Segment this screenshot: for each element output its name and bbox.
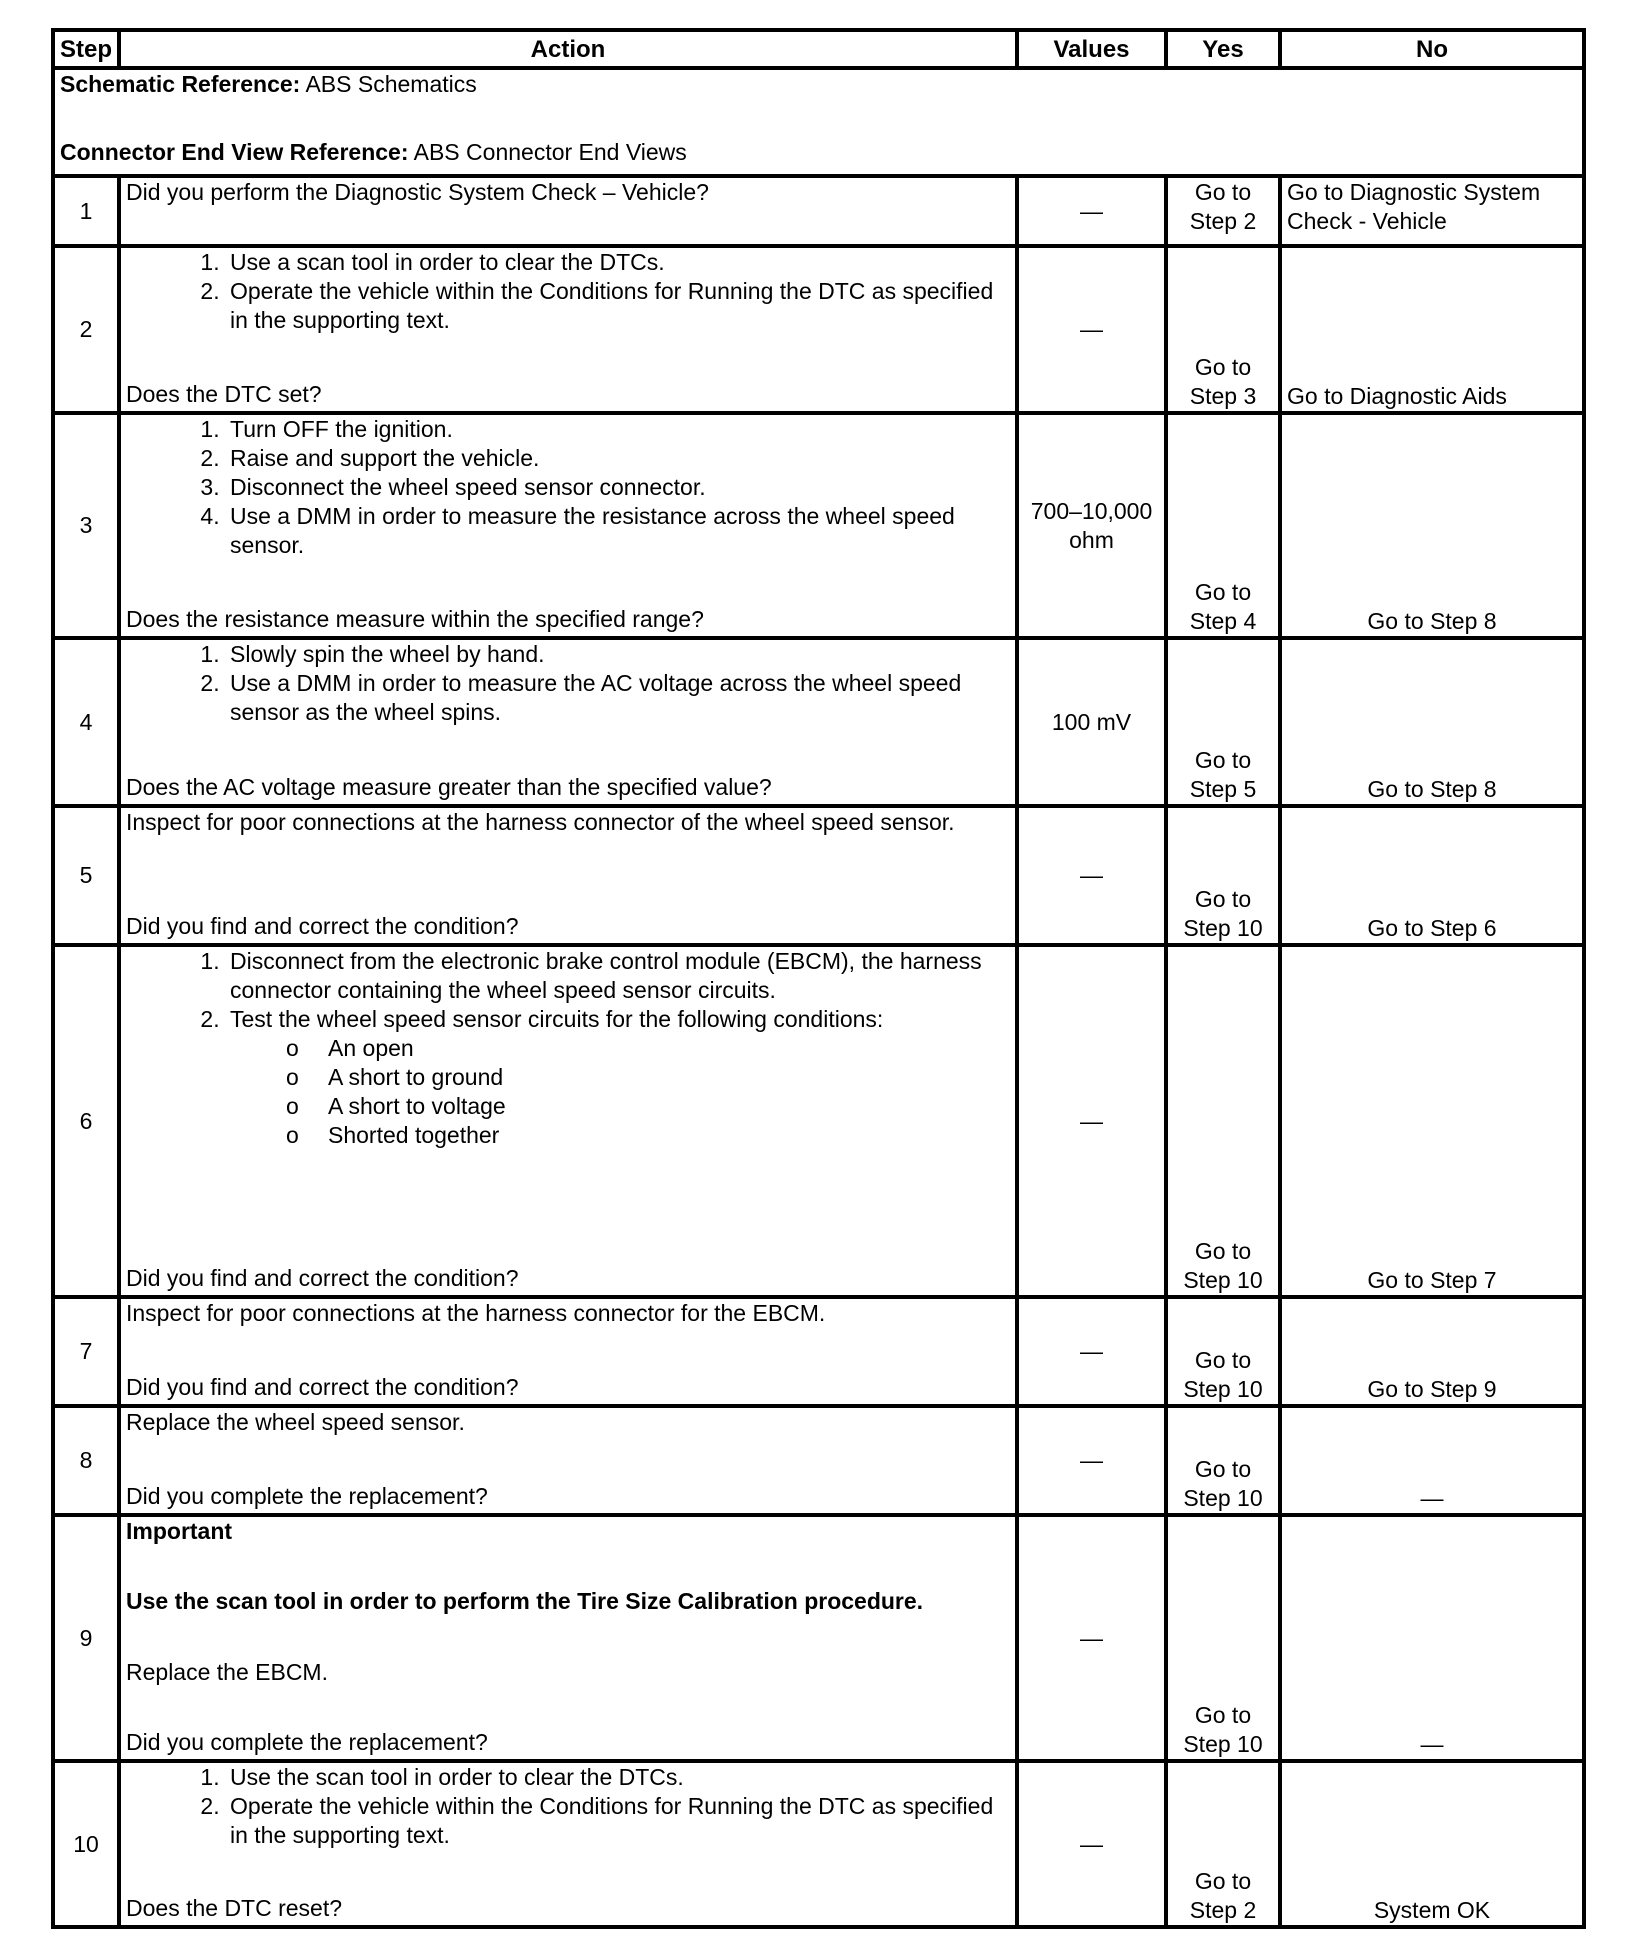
question: Did you find and correct the condition? [126, 1374, 519, 1400]
condition-item: o A short to voltage [328, 1092, 1010, 1121]
step-number: 10 [53, 1761, 119, 1927]
action-steps [126, 415, 1010, 560]
header-values: Values [1017, 30, 1166, 68]
list-item: 1. Turn OFF the ignition. [226, 415, 1010, 444]
step-number: 5 [53, 806, 119, 945]
step-number: 8 [53, 1406, 119, 1515]
action-steps [126, 640, 1010, 727]
list-item: 4. Use a DMM in order to measure the resistance across the wheel speed sensor. [226, 502, 1010, 560]
step-number: 4 [53, 638, 119, 806]
no-link[interactable]: Go to Step 7 [1280, 945, 1584, 1297]
action-cell [119, 1515, 1017, 1761]
condition-item: o A short to ground [328, 1063, 1010, 1092]
header-row [53, 30, 1584, 68]
action-cell [119, 945, 1017, 1297]
connector-reference [60, 138, 1577, 167]
question: Did you complete the replacement? [126, 1483, 488, 1509]
question: Does the resistance measure within the specified range? [126, 606, 704, 632]
value-cell: 700–10,000 ohm [1017, 413, 1166, 638]
action-text: Inspect for poor connections at the harness connector for the EBCM. [126, 1300, 826, 1326]
step-number: 6 [53, 945, 119, 1297]
no-link[interactable]: Go to Step 6 [1280, 806, 1584, 945]
condition-item: o Shorted together [328, 1121, 1010, 1150]
yes-link[interactable]: Go to Step 2 [1166, 176, 1280, 246]
list-item: 3. Disconnect the wheel speed sensor connector. [226, 473, 1010, 502]
question: Does the DTC set? [126, 381, 322, 407]
table-row [53, 945, 1584, 1297]
schematic-reference-link[interactable]: ABS Schematics [305, 71, 477, 97]
step-number: 9 [53, 1515, 119, 1761]
step-number: 7 [53, 1297, 119, 1406]
value-cell: — [1017, 1406, 1166, 1515]
action-cell [119, 246, 1017, 413]
schematic-reference-label: Schematic Reference: [60, 71, 301, 97]
condition-list [230, 1034, 1010, 1150]
list-item [226, 1005, 1010, 1150]
yes-link[interactable]: Go to Step 10 [1166, 945, 1280, 1297]
question: Did you find and correct the condition? [126, 1265, 519, 1291]
condition-item: o An open [328, 1034, 1010, 1063]
table-row [53, 1515, 1584, 1761]
action-cell [119, 1297, 1017, 1406]
action-steps [126, 947, 1010, 1150]
value-cell: — [1017, 176, 1166, 246]
step-number: 2 [53, 246, 119, 413]
list-item: 2. Raise and support the vehicle. [226, 444, 1010, 473]
value-cell: — [1017, 1515, 1166, 1761]
list-item-text: Test the wheel speed sensor circuits for the following conditions: [230, 1006, 884, 1032]
table-row [53, 806, 1584, 945]
no-link[interactable]: Go to Diagnostic Aids [1280, 246, 1584, 413]
no-link: — [1280, 1515, 1584, 1761]
yes-link[interactable]: Go to Step 3 [1166, 246, 1280, 413]
value-cell: — [1017, 806, 1166, 945]
yes-link[interactable]: Go to Step 10 [1166, 1406, 1280, 1515]
no-link[interactable]: Go to Step 8 [1280, 638, 1584, 806]
yes-link[interactable]: Go to Step 4 [1166, 413, 1280, 638]
no-link: System OK [1280, 1761, 1584, 1927]
action-text: Replace the wheel speed sensor. [126, 1409, 465, 1435]
action-cell [119, 1761, 1017, 1927]
action-cell [119, 806, 1017, 945]
question: Did you find and correct the condition? [126, 913, 519, 939]
question: Does the DTC reset? [126, 1895, 343, 1921]
yes-link[interactable]: Go to Step 10 [1166, 1515, 1280, 1761]
step-number: 1 [53, 176, 119, 246]
no-link[interactable]: Go to Step 8 [1280, 413, 1584, 638]
no-link: — [1280, 1406, 1584, 1515]
header-action: Action [119, 30, 1017, 68]
diagnostic-table [51, 28, 1586, 1929]
value-cell: — [1017, 1297, 1166, 1406]
header-yes: Yes [1166, 30, 1280, 68]
yes-link[interactable]: Go to Step 5 [1166, 638, 1280, 806]
important-label: Important [126, 1518, 233, 1544]
yes-link[interactable]: Go to Step 10 [1166, 806, 1280, 945]
action-text: Replace the EBCM. [126, 1658, 328, 1685]
list-item: 1. Disconnect from the electronic brake control module (EBCM), the harness connector containing the wheel speed sensor circuits. [226, 947, 1010, 1005]
value-cell: 100 mV [1017, 638, 1166, 806]
question: Did you complete the replacement? [126, 1728, 488, 1755]
reference-row [53, 68, 1584, 176]
table-row [53, 1761, 1584, 1927]
connector-reference-link[interactable]: ABS Connector End Views [413, 139, 687, 165]
list-item: 2. Operate the vehicle within the Conditions for Running the DTC as specified in the supporting text. [226, 1792, 1010, 1850]
list-item: 1. Use a scan tool in order to clear the DTCs. [226, 248, 1010, 277]
header-no: No [1280, 30, 1584, 68]
action-steps [126, 248, 1010, 335]
no-link[interactable]: Go to Step 9 [1280, 1297, 1584, 1406]
no-link[interactable]: Go to Diagnostic System Check - Vehicle [1280, 176, 1584, 246]
table-row [53, 413, 1584, 638]
connector-reference-label: Connector End View Reference: [60, 139, 409, 165]
table-row [53, 176, 1584, 246]
yes-link[interactable]: Go to Step 10 [1166, 1297, 1280, 1406]
table-row [53, 246, 1584, 413]
list-item: 2. Operate the vehicle within the Conditions for Running the DTC as specified in the supporting text. [226, 277, 1010, 335]
value-cell: — [1017, 945, 1166, 1297]
schematic-reference [60, 70, 1577, 138]
yes-link[interactable]: Go to Step 2 [1166, 1761, 1280, 1927]
list-item: 1. Use the scan tool in order to clear the DTCs. [226, 1763, 1010, 1792]
list-item: 1. Slowly spin the wheel by hand. [226, 640, 1010, 669]
value-cell: — [1017, 1761, 1166, 1927]
action-cell [119, 413, 1017, 638]
table-row [53, 1297, 1584, 1406]
table-row [53, 638, 1584, 806]
important-note: Use the scan tool in order to perform the Tire Size Calibration procedure. [126, 1588, 924, 1615]
action-cell [119, 1406, 1017, 1515]
action-steps [126, 1763, 1010, 1850]
value-cell: — [1017, 246, 1166, 413]
list-item: 2. Use a DMM in order to measure the AC voltage across the wheel speed sensor as the wheel spins. [226, 669, 1010, 727]
action-cell [119, 638, 1017, 806]
step-number: 3 [53, 413, 119, 638]
question: Did you perform the Diagnostic System Check – Vehicle? [126, 179, 709, 205]
table-row [53, 1406, 1584, 1515]
question: Does the AC voltage measure greater than the specified value? [126, 774, 772, 800]
header-step: Step [53, 30, 119, 68]
action-text: Inspect for poor connections at the harness connector of the wheel speed sensor. [126, 809, 955, 835]
action-cell [119, 176, 1017, 246]
